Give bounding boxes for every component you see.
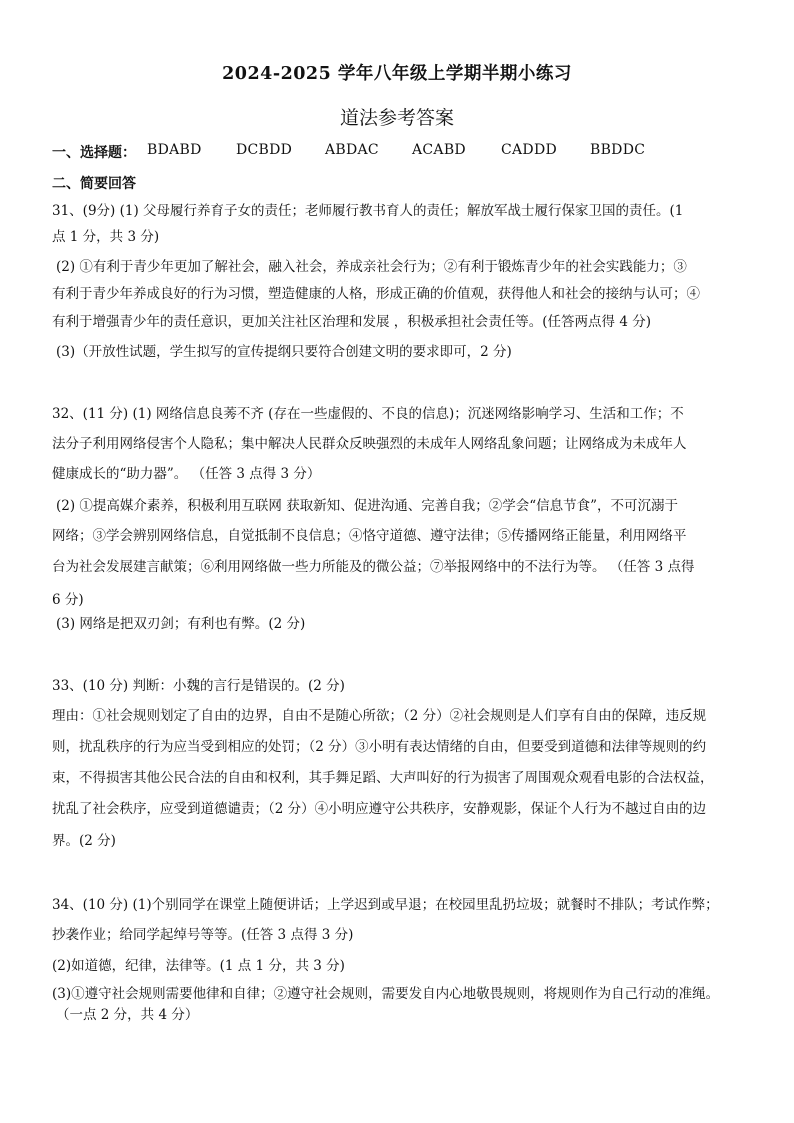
- choice-section-label: 一、选择题：: [52, 145, 136, 161]
- choice-answer-group: BBDDC: [590, 142, 646, 158]
- q33-line: 理由：①社会规则划定了自由的边界，自由不是随心所欲；（2 分）②社会规则是人们享有自由的保障，违反规: [52, 708, 707, 724]
- q34-line: 抄袭作业；给同学起绰号等等。(任答 3 点得 3 分): [52, 927, 354, 943]
- q31-line: 有利于青少年养成良好的行为习惯，塑造健康的人格，形成正确的价值观，获得他人和社会的接纳与认可；④: [52, 286, 700, 302]
- q31-line: (2) ①有利于青少年更加了解社会，融入社会，养成亲社会行为；②有利于锻炼青少年的社会实践能力；③: [56, 259, 687, 275]
- q32-line: 6 分): [52, 592, 84, 608]
- q31-line: 31、(9分) (1) 父母履行养育子女的责任；老师履行教书育人的责任；解放军战士履行保家卫国的责任。(1: [52, 203, 684, 219]
- q33-line: 束，不得损害其他公民合法的自由和权利，其手舞足蹈、大声叫好的行为损害了周围观众观看电影的合法权益，: [52, 770, 714, 786]
- document-subtitle: 道法参考答案: [339, 107, 454, 129]
- q32-line: 法分子利用网络侵害个人隐私；集中解决人民群众反映强烈的未成年人网络乱象问题；让网络成为未成年人: [52, 436, 687, 452]
- choice-answer-group: DCBDD: [236, 142, 293, 158]
- choice-answer-group: ACABD: [412, 142, 466, 158]
- q31-line: 点 1 分，共 3 分): [52, 229, 160, 245]
- q33-line: 33、(10 分) 判断：小魏的言行是错误的。(2 分): [52, 678, 345, 694]
- q33-line: 扰乱了社会秩序，应受到道德谴责；（2 分）④小明应遵守公共秩序，安静观影，保证个人行为不越过自由的边: [52, 801, 707, 817]
- q32-line: 台为社会发展建言献策；⑥利用网络做一些力所能及的微公益；⑦举报网络中的不法行为等。 （任答 3 点得: [52, 559, 695, 575]
- q34-line: 34、(10 分) (1)个别同学在课堂上随便讲话；上学迟到或早退；在校园里乱扔垃圾；就餐时不排队；考试作弊；: [52, 897, 719, 913]
- q31-line: (3)（开放性试题，学生拟写的宣传提纲只要符合创建文明的要求即可，2 分): [56, 344, 512, 360]
- q32-line: (3) 网络是把双刃剑；有利也有弊。(2 分): [56, 616, 306, 632]
- q31-line: 有利于增强青少年的责任意识，更加关注社区治理和发展 ，积极承担社会责任等。(任答两点得 4 分): [52, 314, 651, 330]
- choice-answer-group: BDABD: [147, 142, 202, 158]
- choice-answer-group: ABDAC: [325, 142, 379, 158]
- q33-line: 则，扰乱秩序的行为应当受到相应的处罚；（2 分）③小明有表达情绪的自由，但要受到道德和法律等规则的约: [52, 739, 707, 755]
- q34-line: (2)如道德，纪律，法律等。(1 点 1 分，共 3 分): [52, 958, 345, 974]
- document-title: 2024-2025 学年八年级上学期半期小练习: [222, 64, 572, 84]
- short-answer-header: 二、简要回答: [52, 176, 136, 192]
- q32-line: 健康成长的“助力器”。 （任答 3 点得 3 分）: [52, 466, 321, 482]
- q32-line: (2) ①提高媒介素养，积极利用互联网 获取新知、促进沟通、完善自我；②学会“信息节食”，不可沉溺于: [56, 498, 679, 514]
- q33-line: 界。(2 分): [52, 833, 116, 849]
- choice-answer-group: CADDD: [501, 142, 557, 158]
- q34-line: (3)①遵守社会规则需要他律和自律；②遵守社会规则，需要发自内心地敬畏规则，将规则作为自己行动的准绳。: [52, 986, 720, 1002]
- q34-line: （一点 2 分，共 4 分）: [56, 1007, 199, 1023]
- q32-line: 网络；③学会辨别网络信息，自觉抵制不良信息；④恪守道德、遵守法律；⑤传播网络正能量，利用网络平: [52, 528, 687, 544]
- q32-line: 32、(11 分) (1) 网络信息良莠不齐 (存在一些虚假的、不良的信息)；沉迷网络影响学习、生活和工作；不: [52, 406, 684, 422]
